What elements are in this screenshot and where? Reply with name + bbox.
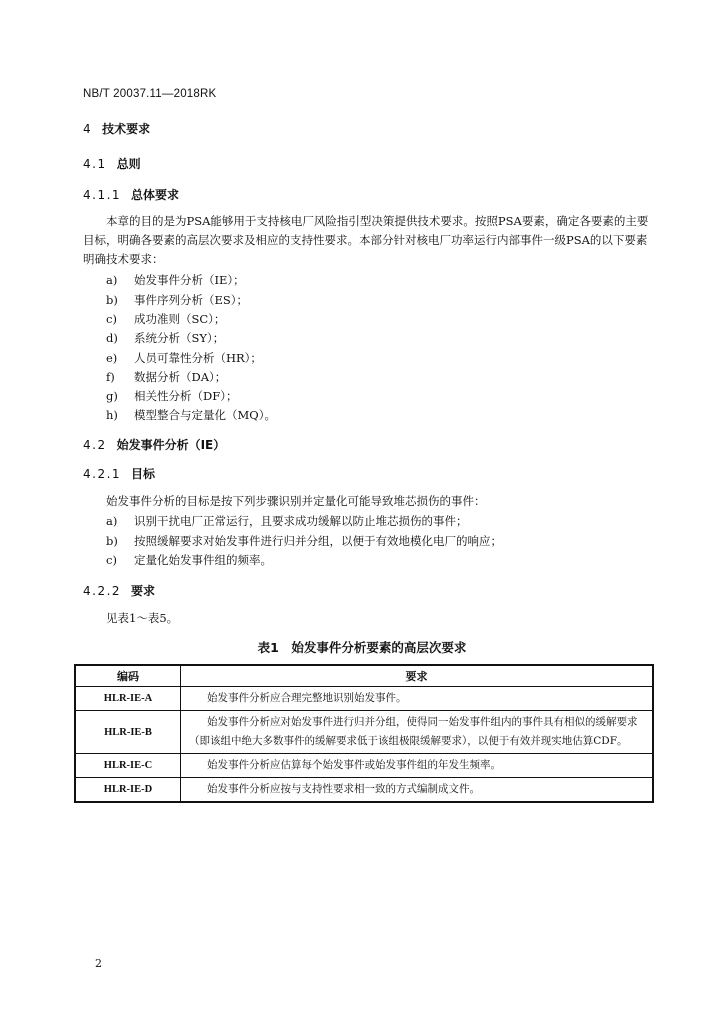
section-title: 总则 — [116, 157, 141, 171]
table-row — [75, 711, 653, 754]
objective-intro: 始发事件分析的目标是按下列步骤识别并定量化可能导致堆芯损伤的事件： — [106, 494, 486, 508]
section-title: 始发事件分析（IE） — [116, 438, 226, 452]
requirement-text: 始发事件分析应合理完整地识别始发事件。 — [181, 687, 654, 711]
requirement-text: 始发事件分析应估算每个始发事件或始发事件组的年发生频率。 — [181, 754, 654, 778]
section-number: 4.2 — [83, 438, 107, 452]
heading-section-4 — [83, 120, 150, 137]
requirements-table — [74, 664, 654, 803]
list-item: a) 始发事件分析（IE）； — [106, 273, 245, 287]
section-number: 4 — [83, 122, 93, 136]
list-item: g) 相关性分析（DF）； — [106, 389, 238, 403]
column-header-code: 编码 — [75, 665, 181, 687]
table-row — [75, 754, 653, 778]
list-item: e) 人员可靠性分析（HR）； — [106, 351, 262, 365]
heading-section-4-2-1 — [83, 465, 155, 482]
requirement-code: HLR-IE-A — [75, 687, 181, 711]
section-number: 4.2.1 — [83, 467, 122, 481]
section-title: 技术要求 — [102, 122, 151, 136]
section-title: 总体要求 — [131, 188, 180, 202]
section-number: 4.1 — [83, 157, 107, 171]
section-title: 目标 — [131, 467, 156, 481]
general-requirements-paragraph: 本章的目的是为PSA能够用于支持核电厂风险指引型决策提供技术要求。按照PSA要素，确定各要素的主要目标，明确各要素的高层次要求及相应的支持性要求。本部分针对核电厂功率运行内部事件一级PSA的以下要素明确技术要求： — [83, 214, 649, 266]
heading-section-4-1 — [83, 155, 141, 172]
section-number: 4.2.2 — [83, 584, 122, 598]
requirements-reference: 见表1～表5。 — [106, 611, 179, 625]
requirement-code: HLR-IE-B — [75, 711, 181, 754]
list-item: c) 定量化始发事件组的频率。 — [106, 553, 272, 567]
list-item: c) 成功准则（SC）； — [106, 312, 226, 326]
heading-section-4-2 — [83, 436, 225, 453]
requirement-text: 始发事件分析应对始发事件进行归并分组，使得同一始发事件组内的事件具有相似的缓解要求（即该组中绝大多数事件的缓解要求低于该组极限缓解要求），以便于有效并现实地估算CDF。 — [181, 711, 654, 754]
list-item: h) 模型整合与定量化（MQ）。 — [106, 408, 276, 422]
requirement-text: 始发事件分析应按与支持性要求相一致的方式编制成文件。 — [181, 778, 654, 803]
list-item: f) 数据分析（DA）； — [106, 370, 227, 384]
section-number: 4.1.1 — [83, 188, 122, 202]
list-item: d) 系统分析（SY）； — [106, 331, 225, 345]
requirement-code: HLR-IE-C — [75, 754, 181, 778]
page-number: 2 — [95, 957, 102, 970]
table-header-row — [75, 665, 653, 687]
table-title: 表1 始发事件分析要素的高层次要求 — [257, 640, 467, 655]
requirement-code: HLR-IE-D — [75, 778, 181, 803]
heading-section-4-2-2 — [83, 582, 155, 599]
heading-section-4-1-1 — [83, 186, 179, 203]
list-item: a) 识别干扰电厂正常运行，且要求成功缓解以防止堆芯损伤的事件； — [106, 514, 468, 528]
table-row — [75, 778, 653, 803]
list-item: b) 事件序列分析（ES）； — [106, 293, 249, 307]
list-item: b) 按照缓解要求对始发事件进行归并分组，以便于有效地模化电厂的响应； — [106, 534, 502, 548]
table-row — [75, 687, 653, 711]
column-header-requirement: 要求 — [181, 665, 654, 687]
document-id: NB/T 20037.11—2018RK — [83, 88, 217, 100]
section-title: 要求 — [131, 584, 156, 598]
